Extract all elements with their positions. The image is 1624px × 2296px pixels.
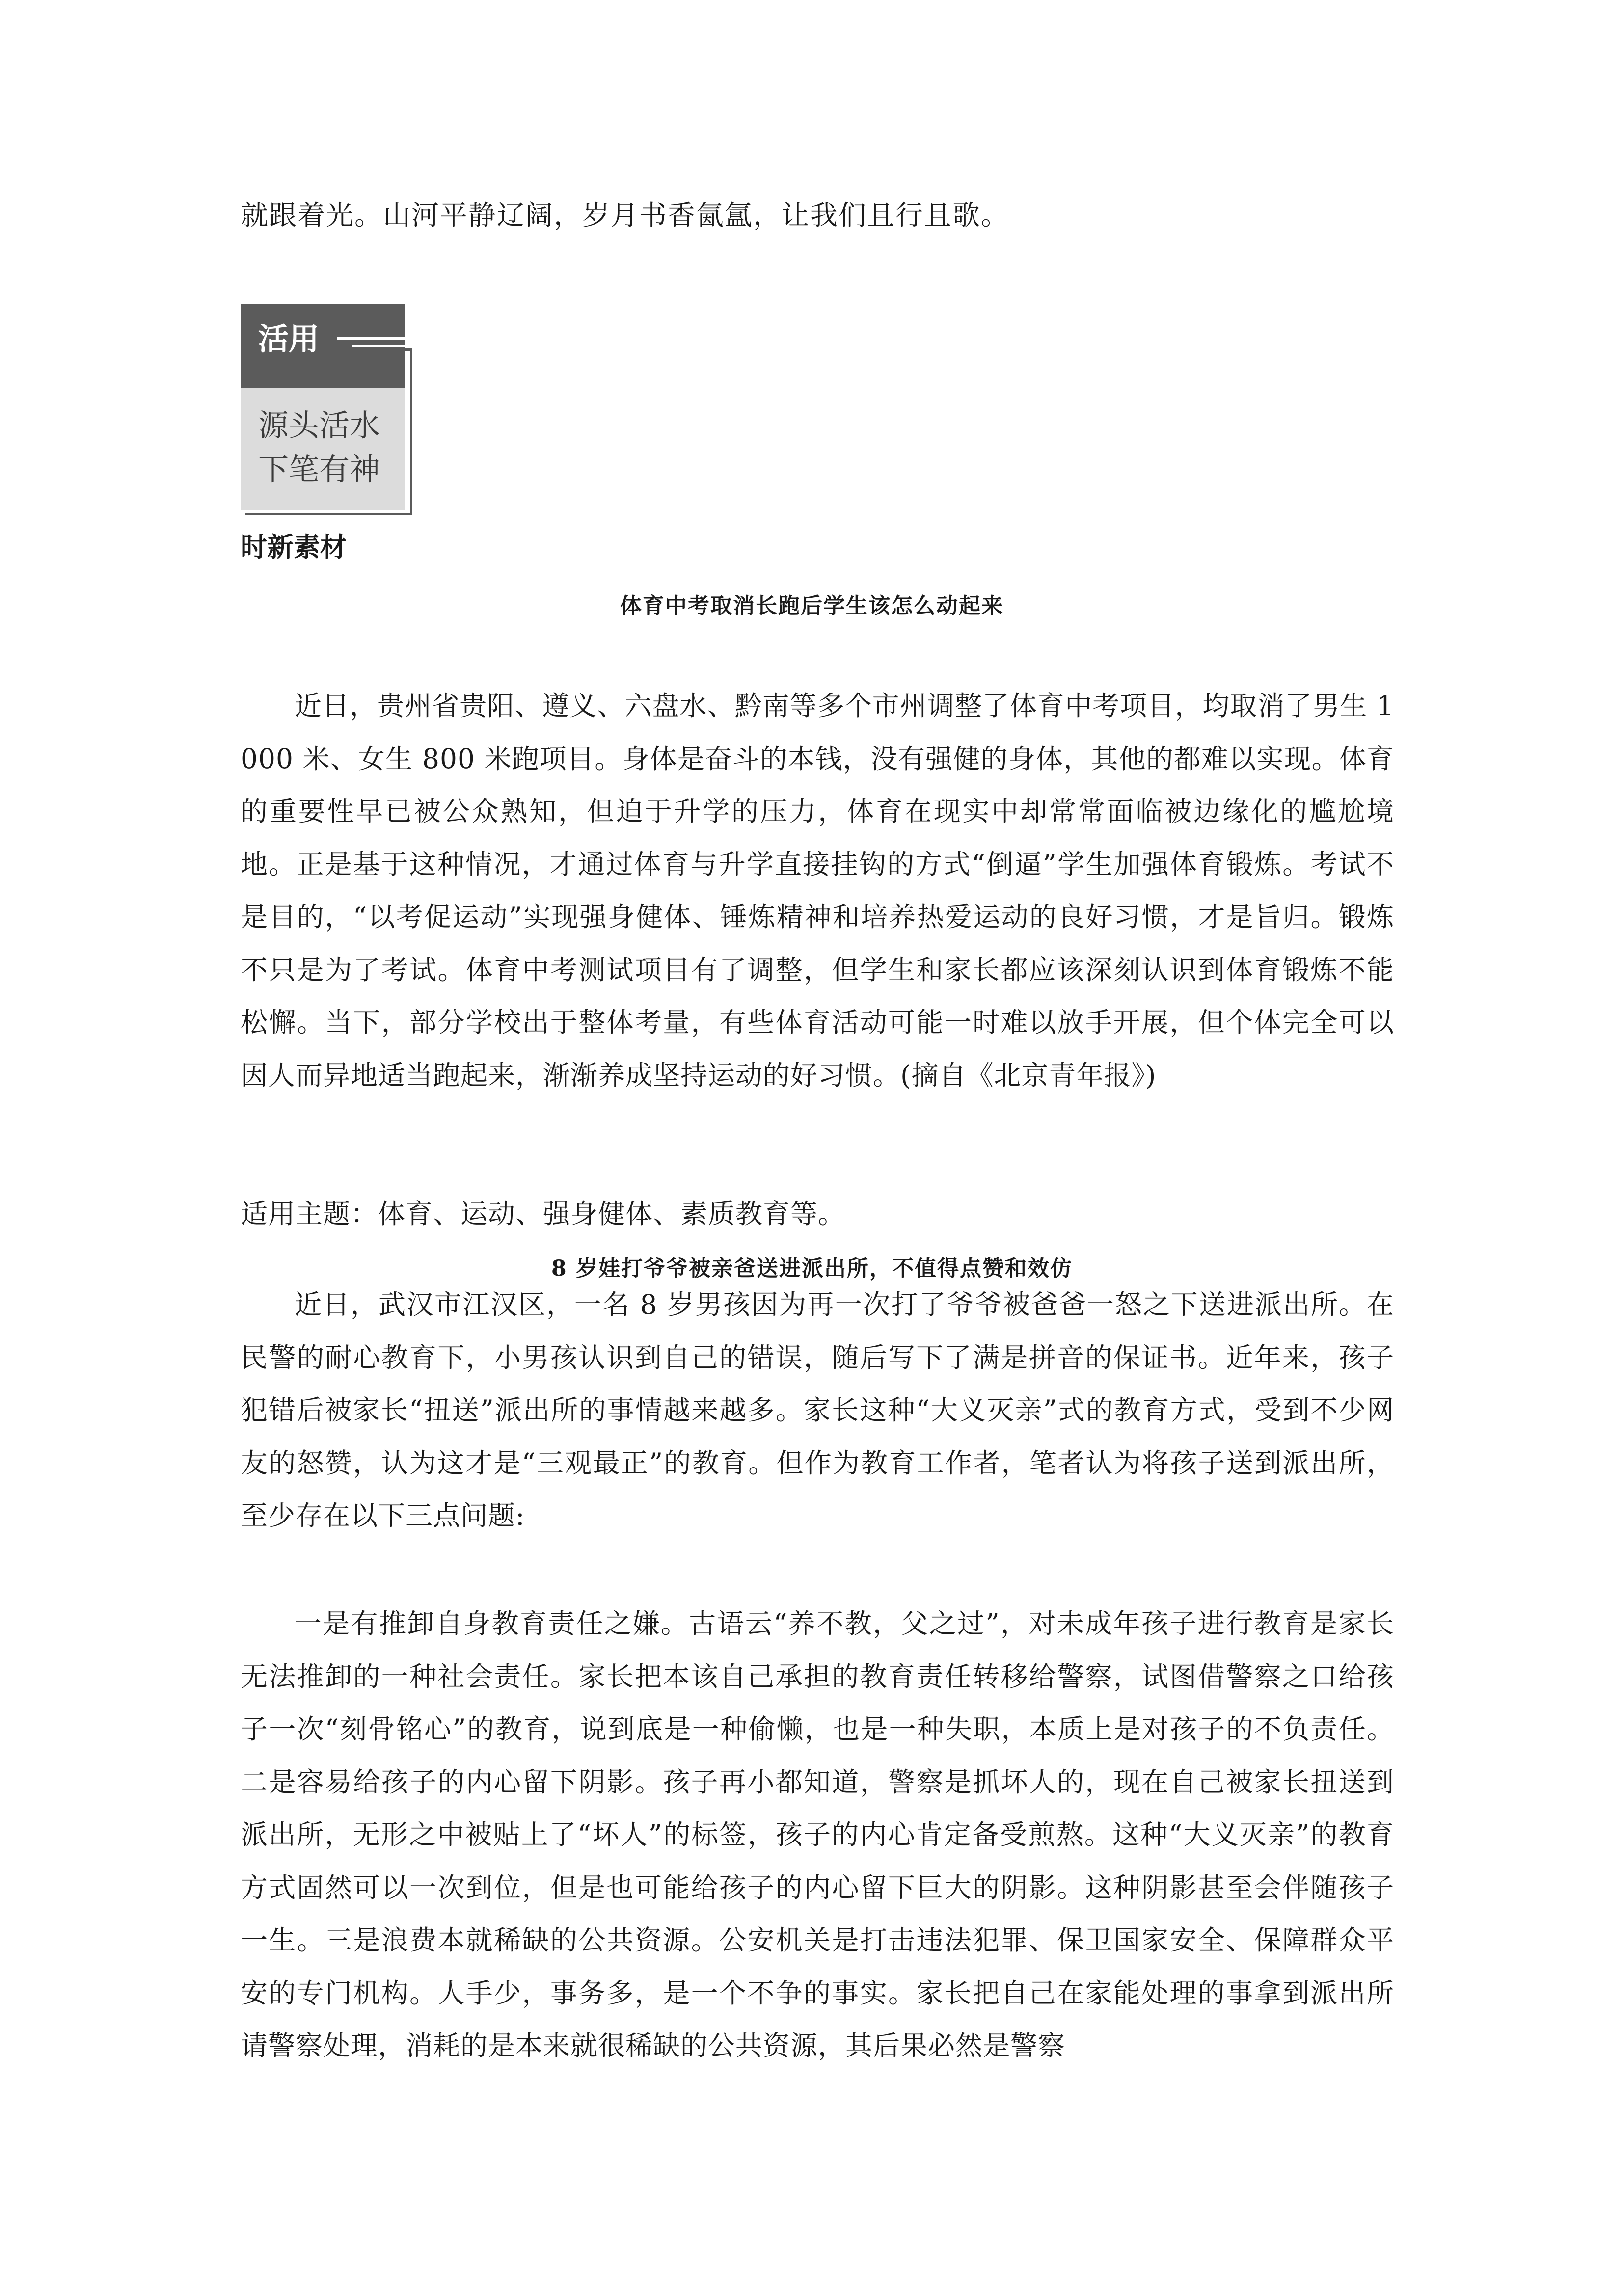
badge-line-2: 下笔有神 (258, 452, 380, 487)
article-1-paragraph: 近日，贵州省贵阳、遵义、六盘水、黔南等多个市州调整了体育中考项目，均取消了男生 1 000 米、女生 800 米跑项目。身体是奋斗的本钱，没有强健的身体，其他的都难以实现。体育的重要性早已被公众熟知，但迫于升学的压力，体育在现实中却常常面临被边缘化的尴尬境地。正是基于这种情况，才通过体育与升学直接挂钩的方式“倒逼”学生加强体育锻炼。考试不是目的，“以考促运动”实现强身健体、锤炼精神和培养热爱运动的良好习惯，才是旨归。锻炼不只是为了考试。体育中考测试项目有了调整，但学生和家长都应该深刻认识到体育锻炼不能松懈。当下，部分学校出于整体考量，有些体育活动可能一时难以放手开展，但个体完全可以因人而异地适当跑起来，渐渐养成坚持运动的好习惯。(摘自《北京青年报》) (241, 690, 1394, 1091)
article-2-title: 8 岁娃打爷爷被亲爸送进派出所，不值得点赞和效仿 (551, 1256, 1073, 1281)
badge-header (241, 304, 405, 388)
article-2-paragraph-2: 一是有推卸自身教育责任之嫌。古语云“养不教，父之过”，对未成年孩子进行教育是家长无法推卸的一种社会责任。家长把本该自己承担的教育责任转移给警察，试图借警察之口给孩子一次“刻骨铭心”的教育，说到底是一种偷懒，也是一种失职，本质上是对孩子的不负责任。二是容易给孩子的内心留下阴影。孩子再小都知道，警察是抓坏人的，现在自己被家长扭送到派出所，无形之中被贴上了“坏人”的标签，孩子的内心肯定备受煎熬。这种“大义灭亲”的教育方式固然可以一次到位，但是也可能给孩子的内心留下巨大的阴影。这种阴影甚至会伴随孩子一生。三是浪费本就稀缺的公共资源。公安机关是打击违法犯罪、保卫国家安全、保障群众平安的专门机构。人手少，事务多，是一个不争的事实。家长把自己在家能处理的事拿到派出所请警察处理，消耗的是本来就很稀缺的公共资源，其后果必然是警察 (241, 1608, 1394, 2061)
continued-text-line: 就跟着光。山河平静辽阔，岁月书香氤氲，让我们且行且歌。 (241, 200, 1009, 232)
article-1-title: 体育中考取消长跑后学生该怎么动起来 (620, 593, 1004, 618)
article-2-paragraph-1: 近日，武汉市江汉区，一名 8 岁男孩因为再一次打了爷爷被爸爸一怒之下送进派出所。在民警的耐心教育下，小男孩认识到自己的错误，随后写下了满是拼音的保证书。近年来，孩子犯错后被家长“扭送”派出所的事情越来越多。家长这种“大义灭亲”式的教育方式，受到不少网友的怒赞，认为这才是“三观最正”的教育。但作为教育工作者，笔者认为将孩子送到派出所，至少存在以下三点问题: (241, 1289, 1394, 1531)
badge-decor-lines (337, 334, 405, 350)
section-heading: 时新素材 (241, 532, 347, 562)
section-badge (241, 304, 412, 515)
badge-line-1: 源头活水 (258, 407, 380, 443)
article-1-topics: 适用主题：体育、运动、强身健体、素质教育等。 (241, 1198, 846, 1229)
badge-body (241, 388, 405, 510)
badge-label: 活用 (258, 321, 320, 357)
